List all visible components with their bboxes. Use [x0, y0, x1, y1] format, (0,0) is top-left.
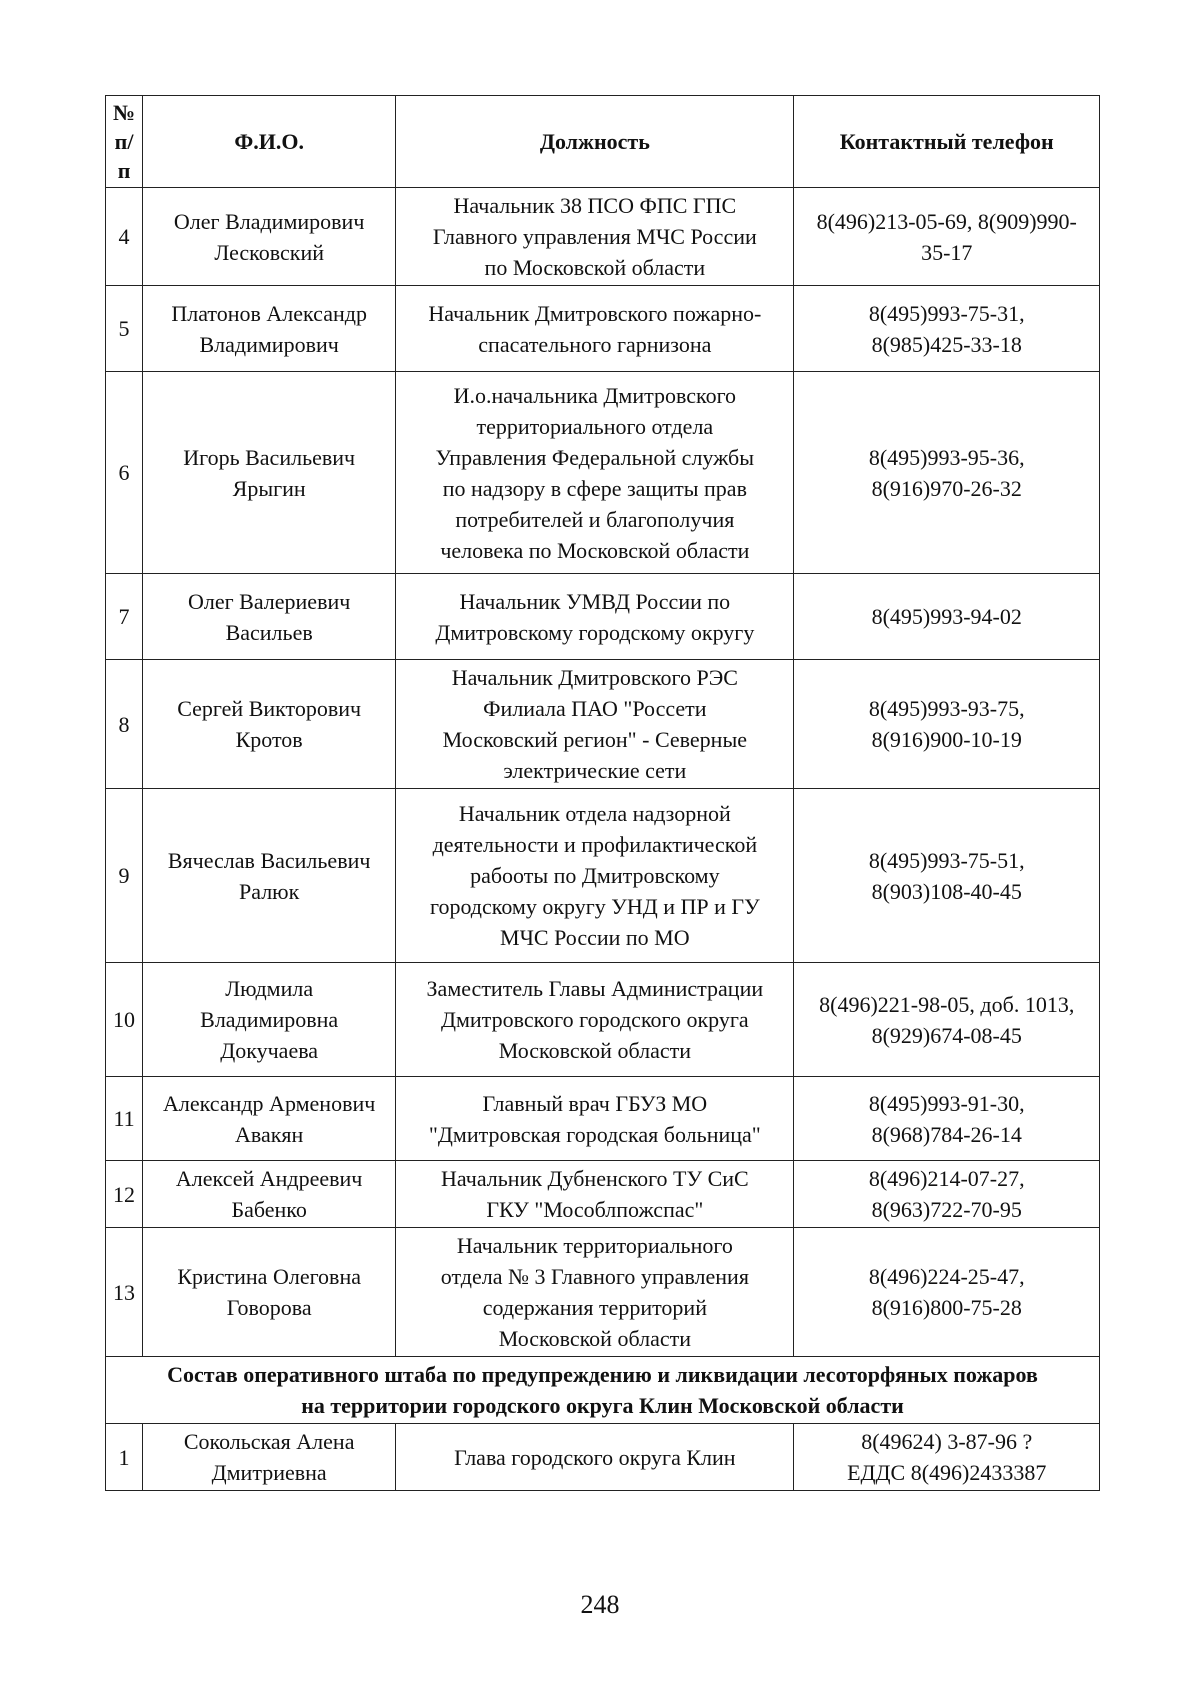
row-number: 7: [106, 574, 143, 660]
row-position-line: Начальник УМВД России по: [459, 588, 731, 614]
row-phone: [794, 286, 1100, 372]
row-phone: [794, 1424, 1100, 1491]
row-position-line: Московской области: [498, 1038, 691, 1063]
table-row: [106, 372, 1100, 574]
row-position: [396, 574, 794, 660]
row-position-line: Дмитровскому городскому округу: [435, 619, 755, 645]
row-position-line: содержания территорий: [482, 1295, 707, 1320]
row-phone-line: 8(496)221-98-05, доб. 1013,: [819, 991, 1075, 1017]
table-header-row: [106, 96, 1100, 188]
row-fio-line: Васильев: [225, 619, 313, 645]
row-phone-line: 8(929)674-08-45: [871, 1022, 1022, 1048]
row-phone-line: 8(49624) 3-87-96 ?: [861, 1429, 1033, 1454]
row-phone-line: 8(916)800-75-28: [871, 1295, 1022, 1320]
row-position-line: городскому округу УНД и ПР и ГУ: [429, 894, 760, 919]
row-fio-line: Александр Арменович: [163, 1090, 376, 1116]
row-phone: [794, 963, 1100, 1077]
row-phone: [794, 574, 1100, 660]
row-fio-line: Докучаева: [220, 1038, 319, 1063]
row-phone-line: 8(495)993-91-30,: [868, 1090, 1025, 1116]
row-position: [396, 660, 794, 789]
section-heading-line: на территории городского округа Клин Московской области: [301, 1393, 904, 1418]
table-body: [106, 188, 1100, 1357]
row-position-line: Заместитель Главы Администрации: [426, 976, 764, 1001]
row-fio-line: Сокольская Алена: [183, 1429, 355, 1454]
row-position-line: потребителей и благополучия: [455, 506, 735, 532]
row-phone-line: 8(495)993-95-36,: [868, 444, 1025, 470]
row-number: 10: [106, 963, 143, 1077]
row-position-line: Главного управления МЧС России: [432, 224, 757, 249]
table-row: [106, 1424, 1100, 1491]
row-number: 1: [106, 1424, 143, 1491]
header-number-line: п: [117, 158, 131, 183]
contacts-table: [105, 95, 1100, 1491]
row-position-line: Главный врач ГБУЗ МО: [482, 1090, 708, 1116]
row-fio: [143, 574, 396, 660]
table-row: [106, 963, 1100, 1077]
row-position-line: МЧС России по МО: [500, 925, 690, 950]
row-phone: [794, 188, 1100, 286]
row-fio-line: Ярыгин: [232, 475, 306, 501]
row-position-line: Московской области: [498, 1326, 691, 1351]
row-fio: [143, 1077, 396, 1161]
section-heading-line: Состав оперативного штаба по предупреждению и ликвидации лесоторфяных пожаров: [167, 1362, 1038, 1387]
row-fio: [143, 1424, 396, 1491]
row-position-line: И.о.начальника Дмитровского: [453, 382, 737, 408]
row-fio-line: Ралюк: [239, 878, 300, 904]
header-fio: Ф.И.О.: [143, 96, 396, 188]
row-fio-line: Олег Владимирович: [173, 208, 365, 234]
table-row: [106, 1161, 1100, 1228]
row-phone-line: 8(495)993-75-31,: [868, 300, 1025, 326]
row-phone: [794, 1077, 1100, 1161]
table-row: [106, 660, 1100, 789]
row-position-line: человека по Московской области: [440, 537, 750, 563]
row-number: 5: [106, 286, 143, 372]
row-fio-line: Кристина Олеговна: [177, 1264, 361, 1289]
row-position-line: Филиала ПАО "Россети: [483, 696, 707, 721]
row-number: 13: [106, 1228, 143, 1357]
row-number: 12: [106, 1161, 143, 1228]
row-fio-line: Людмила: [225, 976, 314, 1001]
row-phone-line: 8(985)425-33-18: [871, 331, 1022, 357]
section-heading: [106, 1357, 1100, 1424]
row-position-line: по Московской области: [484, 255, 706, 280]
row-fio-line: Олег Валериевич: [188, 588, 351, 614]
header-position: Должность: [396, 96, 794, 188]
row-number: 9: [106, 789, 143, 963]
row-position-line: Управления Федеральной службы: [435, 444, 755, 470]
row-position-line: электрические сети: [503, 758, 687, 783]
row-phone-line: 8(496)224-25-47,: [868, 1264, 1025, 1289]
row-position-line: территориального отдела: [476, 413, 714, 439]
row-position-line: Начальник Дмитровского пожарно-: [428, 300, 762, 326]
row-fio: [143, 372, 396, 574]
row-fio-line: Владимирович: [199, 331, 339, 357]
row-phone-line: ЕДДС 8(496)2433387: [847, 1460, 1047, 1485]
row-position: [396, 963, 794, 1077]
row-phone: [794, 372, 1100, 574]
row-fio-line: Алексей Андреевич: [175, 1166, 363, 1191]
table-row: [106, 789, 1100, 963]
row-phone-line: 8(968)784-26-14: [871, 1121, 1022, 1147]
row-fio-line: Игорь Васильевич: [183, 444, 356, 470]
row-number: 4: [106, 188, 143, 286]
row-phone-line: 8(496)213-05-69, 8(909)990-: [816, 208, 1077, 234]
row-fio-line: Бабенко: [231, 1197, 307, 1222]
row-fio-line: Сергей Викторович: [177, 696, 362, 721]
row-phone: [794, 1228, 1100, 1357]
row-fio: [143, 660, 396, 789]
row-position-line: Начальник территориального: [456, 1233, 733, 1258]
row-fio: [143, 1161, 396, 1228]
row-phone-line: 8(495)993-94-02: [871, 604, 1022, 629]
table-row: [106, 286, 1100, 372]
row-fio-line: Вячеслав Васильевич: [167, 847, 371, 873]
row-position: [396, 372, 794, 574]
row-position-line: ГКУ "Мособлпожспас": [486, 1197, 704, 1222]
row-position-line: Дмитровского городского округа: [440, 1007, 749, 1032]
row-phone: [794, 660, 1100, 789]
row-position-line: Глава городского округа Клин: [454, 1444, 736, 1470]
page-number: 248: [580, 1590, 620, 1619]
table-row: [106, 574, 1100, 660]
row-phone-line: 8(495)993-75-51,: [868, 847, 1025, 873]
table-row: [106, 1077, 1100, 1161]
row-fio-line: Платонов Александр: [171, 300, 367, 326]
row-position-line: по надзору в сфере защиты прав: [442, 475, 747, 501]
row-position-line: Начальник Дмитровского РЭС: [451, 665, 738, 690]
row-position-line: Начальник 38 ПСО ФПС ГПС: [453, 193, 737, 218]
row-fio-line: Авакян: [234, 1121, 304, 1147]
row-phone-line: 35-17: [921, 239, 973, 265]
row-phone-line: 8(916)970-26-32: [871, 475, 1022, 501]
row-phone-line: 8(916)900-10-19: [871, 727, 1022, 752]
row-position: [396, 286, 794, 372]
row-fio: [143, 188, 396, 286]
row-position-line: Начальник отдела надзорной: [458, 801, 731, 826]
row-fio-line: Кротов: [235, 727, 303, 752]
row-position-line: деятельности и профилактической: [432, 832, 758, 857]
row-position: [396, 1161, 794, 1228]
row-fio: [143, 963, 396, 1077]
row-phone: [794, 1161, 1100, 1228]
row-phone-line: 8(903)108-40-45: [871, 878, 1022, 904]
row-position: [396, 1077, 794, 1161]
row-fio: [143, 1228, 396, 1357]
row-number: 6: [106, 372, 143, 574]
row-position: [396, 1424, 794, 1491]
row-phone-line: 8(963)722-70-95: [871, 1197, 1022, 1222]
row-fio-line: Лесковский: [214, 239, 324, 265]
header-number-line: п/: [114, 129, 134, 154]
section-body: [106, 1357, 1100, 1491]
header-number: [106, 96, 143, 188]
row-number: 11: [106, 1077, 143, 1161]
row-phone-line: 8(495)993-93-75,: [868, 696, 1025, 721]
row-position-line: Московский регион" - Северные: [442, 727, 748, 752]
row-position: [396, 789, 794, 963]
row-fio-line: Говорова: [226, 1295, 312, 1320]
row-position: [396, 1228, 794, 1357]
row-position: [396, 188, 794, 286]
section-heading-row: [106, 1357, 1100, 1424]
table-row: [106, 1228, 1100, 1357]
row-phone: [794, 789, 1100, 963]
row-position-line: "Дмитровская городская больница": [428, 1121, 761, 1147]
row-position-line: Начальник Дубненского ТУ СиС: [440, 1166, 749, 1191]
row-phone-line: 8(496)214-07-27,: [868, 1166, 1025, 1191]
table-row: [106, 188, 1100, 286]
row-fio: [143, 789, 396, 963]
row-position-line: спасательного гарнизона: [478, 331, 712, 357]
row-position-line: отдела № 3 Главного управления: [440, 1264, 749, 1289]
row-number: 8: [106, 660, 143, 789]
header-number-line: №: [112, 100, 136, 125]
row-position-line: рабооты по Дмитровскому: [470, 863, 720, 888]
header-phone: Контактный телефон: [794, 96, 1100, 188]
row-fio: [143, 286, 396, 372]
row-fio-line: Владимировна: [200, 1007, 339, 1032]
row-fio-line: Дмитриевна: [211, 1460, 327, 1485]
document-sheet: [105, 95, 1100, 1491]
